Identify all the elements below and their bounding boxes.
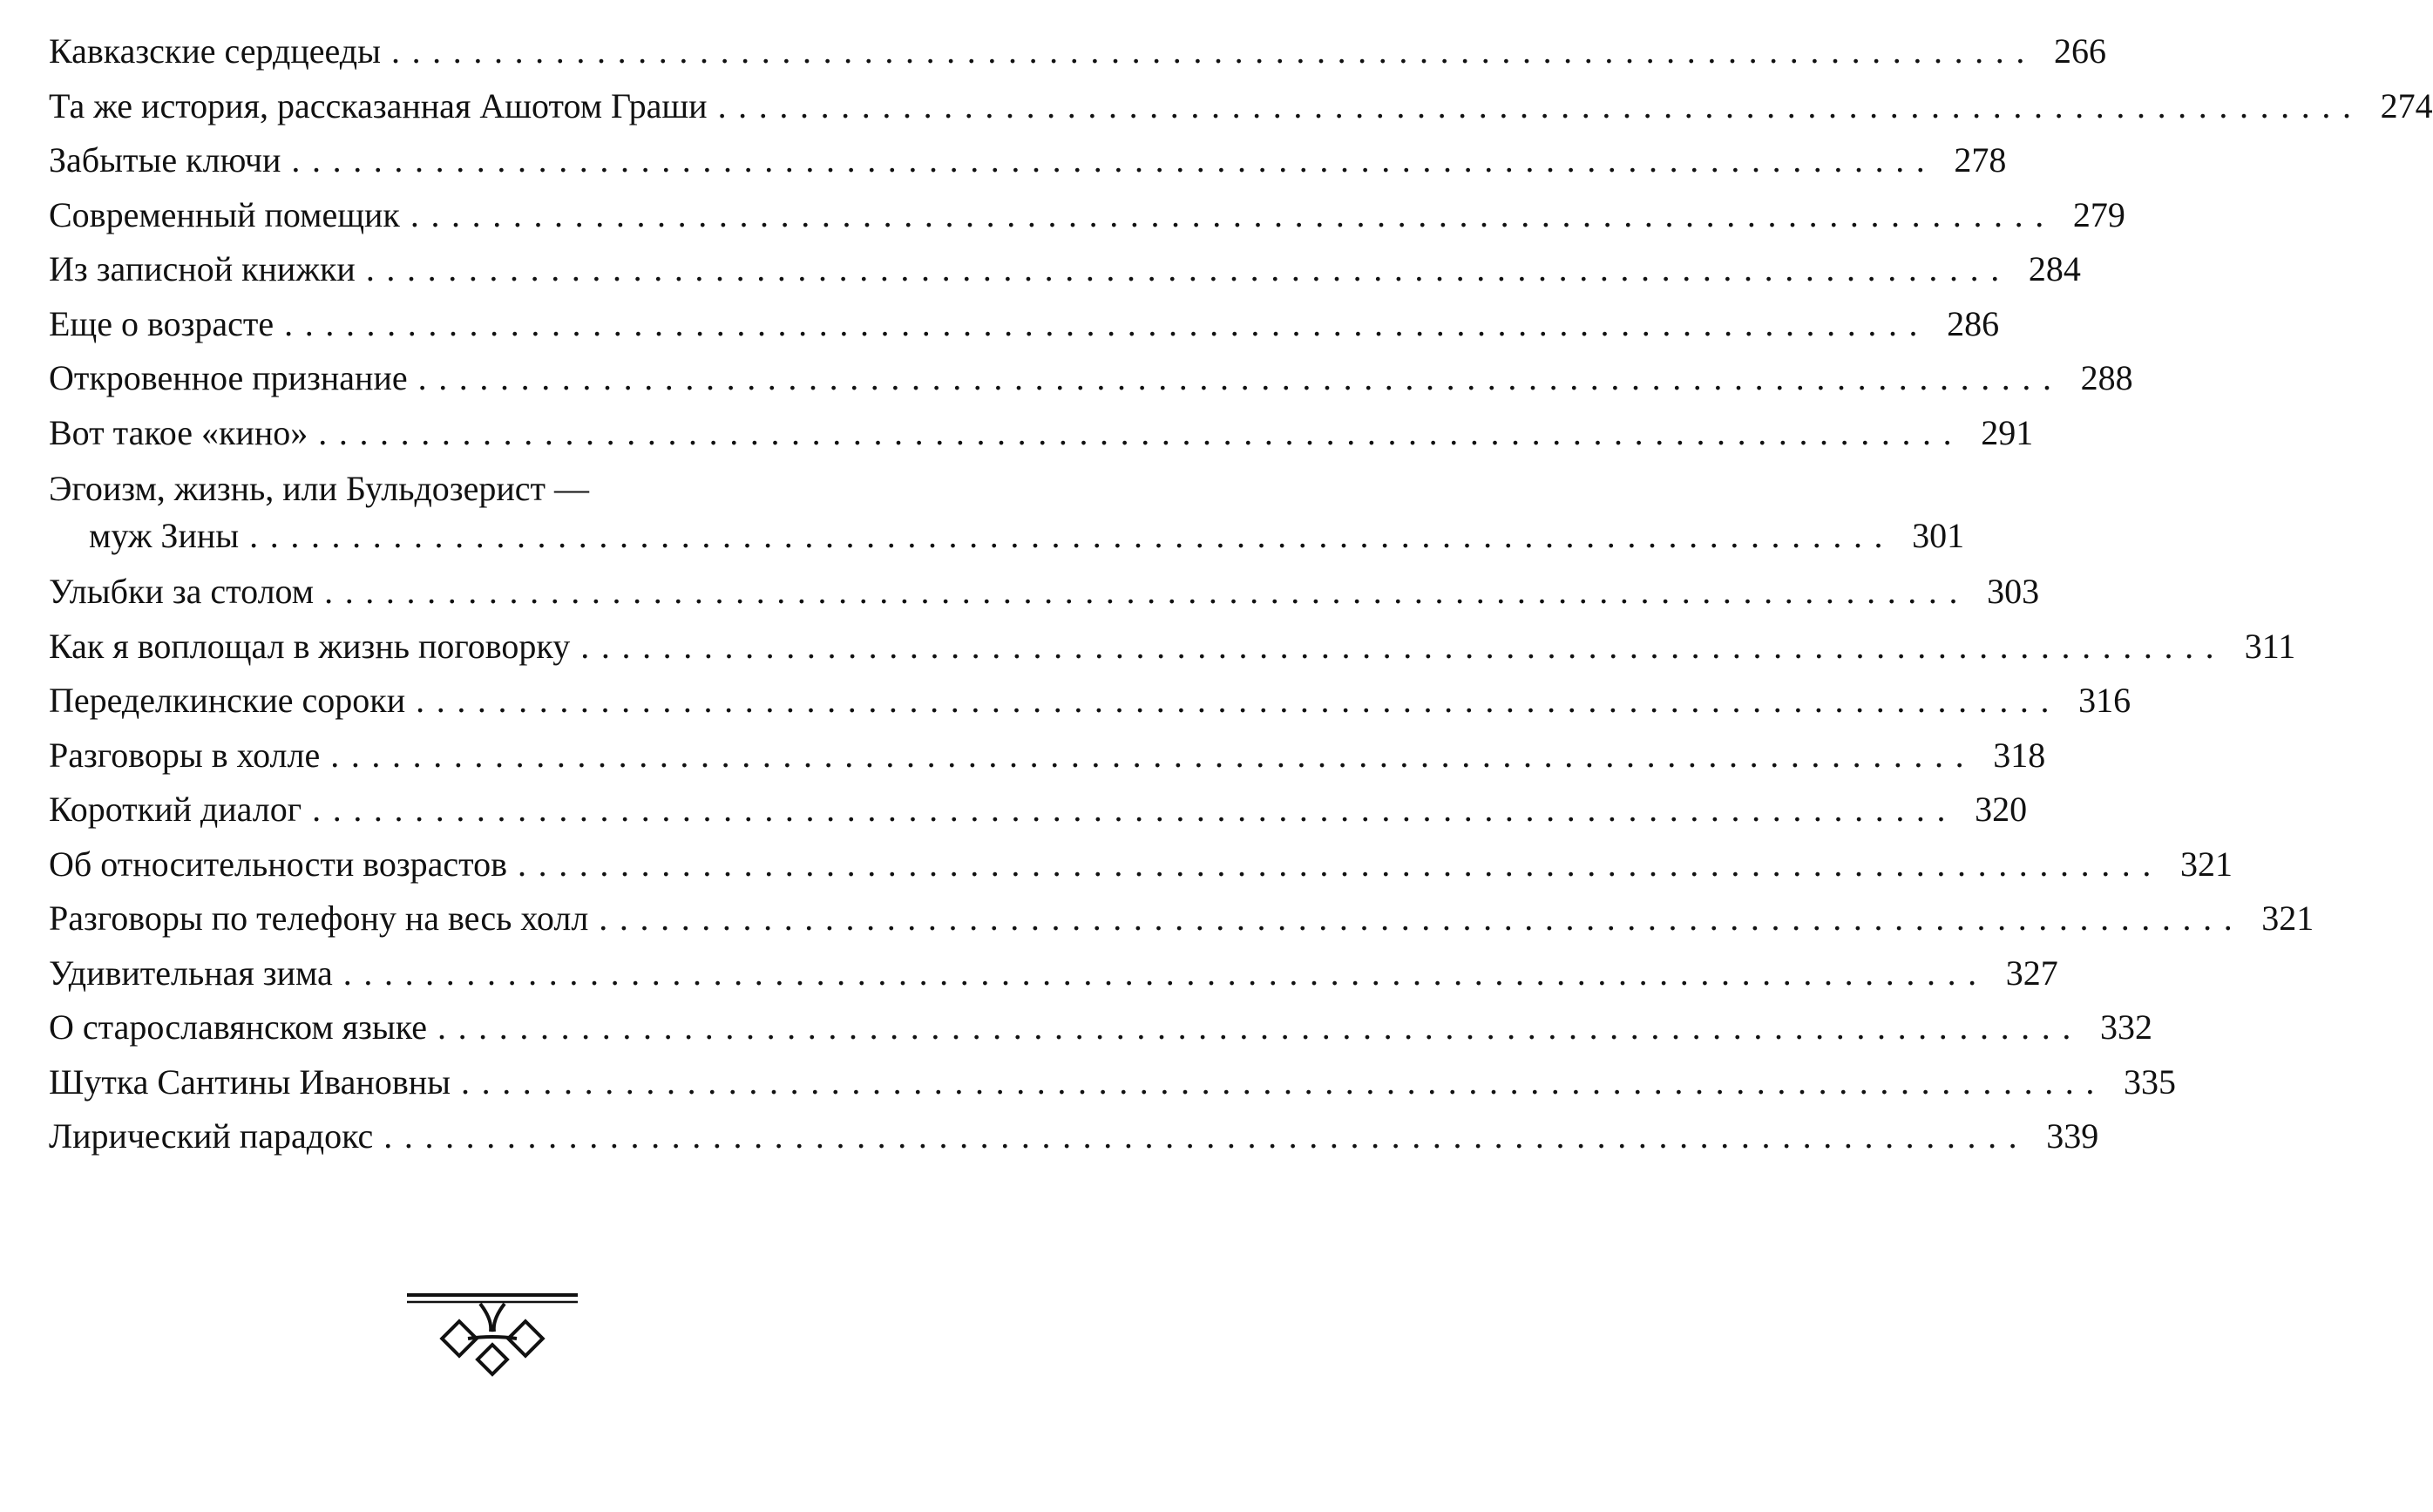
toc-entry-title: Улыбки за столом [49,572,315,612]
toc-entry [49,406,2034,461]
toc-entry-page: 279 [2072,194,2125,234]
toc-entry-page: 303 [1987,572,2040,612]
toc-entry-page: 327 [2005,953,2058,993]
toc-entry-title: Лирический парадокс [49,1116,374,1156]
toc-entry-title: Об относительности возрастов [49,844,507,884]
ornament-stem-right [494,1304,505,1332]
dot-leader: ................................................................................ [437,1007,2083,1048]
toc-entry-title: Переделкинские сороки [49,681,406,721]
toc-entry [49,297,2000,352]
toc-entry-page: 332 [2099,1007,2152,1048]
toc-entry-title: Разговоры по телефону на весь холл [49,898,589,939]
toc-entry-title: О старославянском языке [49,1007,427,1048]
toc-entry-page: 274 [2380,85,2433,125]
ornament-stem-left [480,1304,491,1332]
toc-entry [49,1109,2099,1164]
dot-leader: ................................................................................ [416,681,2062,721]
toc-entry-page: 291 [1981,412,2034,452]
dot-leader: ................................................................................ [390,31,2037,71]
toc-entry-title: Как я воплощал в жизнь поговорку [49,626,571,666]
toc-entry-page: 286 [1947,303,2000,343]
toc-entry-page: 339 [2046,1116,2099,1156]
dot-leader: ................................................................................ [417,358,2064,398]
dot-leader: ................................................................................ [312,790,1958,830]
dot-leader: ................................................................................ [318,412,1964,452]
table-of-contents [49,24,2433,1164]
dot-leader: ................................................................................ [324,572,1970,612]
dot-leader: ................................................................................ [342,953,1989,993]
dot-leader: ................................................................................ [599,898,2245,939]
dot-leader: ................................................................................ [410,194,2056,234]
toc-entry-page: 321 [2180,844,2233,884]
toc-entry-title: Вот такое «кино» [49,412,308,452]
toc-entry [49,24,2106,79]
toc-entry-page: 311 [2244,626,2296,666]
toc-entry-page: 301 [1912,516,1965,555]
ornament-loop [468,1337,517,1339]
toc-entry [49,783,2028,837]
toc-entry-page: 266 [2053,31,2106,71]
toc-entry-title-continuation: муж Зины [89,516,240,555]
toc-entry-title: Еще о возрасте [49,303,274,343]
toc-entry-title: Современный помещик [49,194,400,234]
toc-entry [49,188,2125,243]
toc-entry-page: 278 [1954,140,2007,180]
dot-leader: ................................................................................ [249,516,1895,555]
toc-entry [49,79,2433,134]
toc-entry-page: 284 [2028,249,2081,289]
dot-leader: ................................................................................ [291,140,1937,180]
knot-ornament-icon [405,1290,579,1386]
toc-entry-title: Из записной книжки [49,249,356,289]
toc-entry-page: 321 [2261,898,2314,939]
toc-entry-title: Шутка Сантины Ивановны [49,1061,451,1102]
toc-entry [49,351,2133,406]
dot-leader: ................................................................................ [518,844,2163,884]
toc-entry-title: Забытые ключи [49,140,281,180]
toc-entry-title: Кавказские сердцееды [49,31,381,71]
toc-entry [49,729,2046,783]
dot-leader: ................................................................................ [365,249,2011,289]
toc-entry-page: 316 [2078,681,2131,721]
toc-entry [49,892,2314,946]
toc-entry [49,565,2040,620]
toc-entry [49,946,2058,1001]
toc-entry-title: Та же история, рассказанная Ашотом Граши [49,85,708,125]
toc-entry-title: Короткий диалог [49,790,302,830]
toc-entry-page: 320 [1975,790,2028,830]
toc-entry-title: Откровенное признание [49,358,408,398]
ornament-diamond-center [478,1345,507,1374]
toc-entry [49,1000,2152,1055]
toc-entry [49,242,2081,297]
dot-leader: ................................................................................ [461,1061,2106,1102]
dot-leader: ................................................................................ [717,85,2363,125]
toc-entry-title: Удивительная зима [49,953,333,993]
dot-leader: ................................................................................ [580,626,2226,666]
toc-entry [49,133,2007,188]
dot-leader: ................................................................................ [330,735,1976,775]
toc-entry [49,837,2233,892]
dot-leader: ................................................................................ [383,1116,2030,1156]
toc-entry-title: Эгоизм, жизнь, или Бульдозерист — [49,469,589,508]
dot-leader: ................................................................................ [284,303,1930,343]
toc-entry-title: Разговоры в холле [49,735,321,775]
toc-entry-page: 318 [1993,735,2046,775]
toc-entry [49,620,2296,675]
toc-entry-multiline [49,460,1965,565]
toc-entry [49,1055,2176,1110]
toc-entry-page: 335 [2124,1061,2176,1102]
toc-entry [49,674,2131,729]
toc-entry-page: 288 [2080,358,2133,398]
